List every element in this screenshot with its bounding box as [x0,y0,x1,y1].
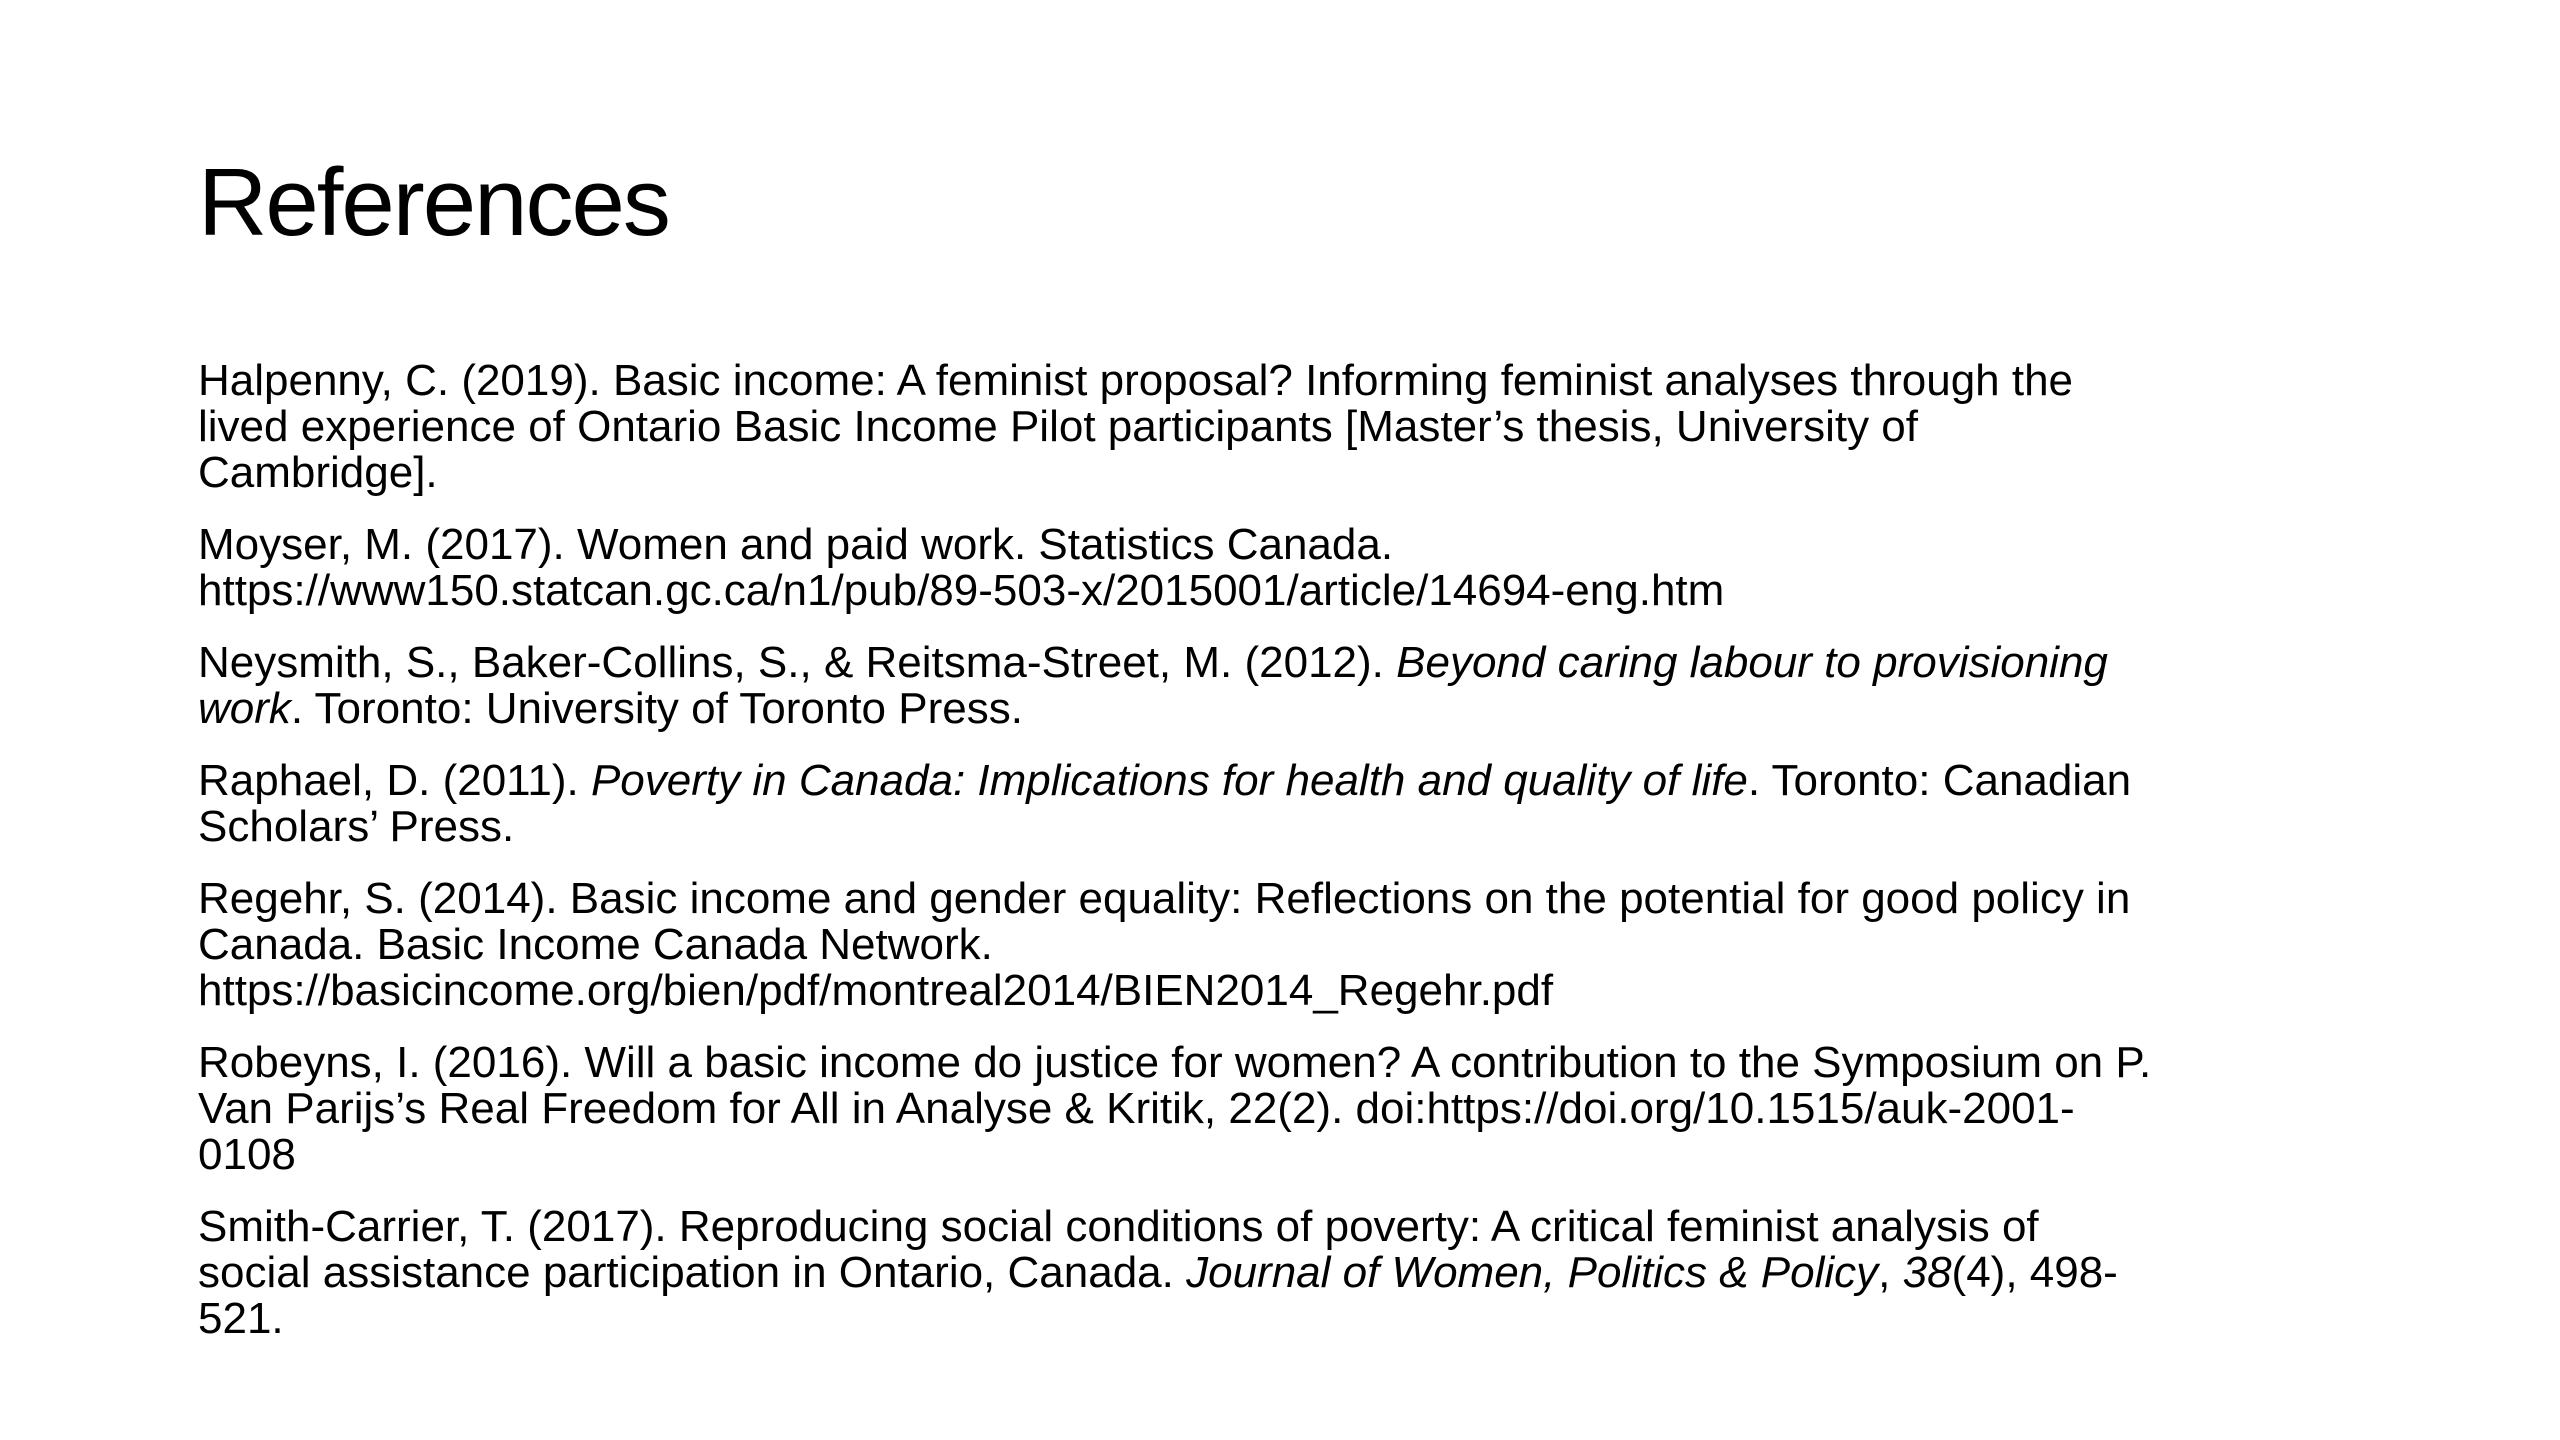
reference-text: social assistance participation in Ontario, Canada. [198,1248,1187,1297]
reference-book-title: Poverty in Canada: Implications for health and quality of life [590,756,1748,805]
reference-book-title: Beyond caring labour to provisioning [1396,638,2108,687]
reference-text: Neysmith, S., Baker-Collins, S., & Reitsma-Street, M. (2012). [198,638,1397,687]
reference-line: Smith-Carrier, T. (2017). Reproducing social conditions of poverty: A critical feminist analysis of [198,1202,2039,1251]
reference-text: . Toronto: Canadian [1747,756,2132,805]
reference-line: Canada. Basic Income Canada Network. [198,920,993,969]
reference-volume: 38 [1902,1248,1952,1297]
reference-line: Robeyns, I. (2016). Will a basic income do justice for women? A contribution to the Symposium on P. [198,1038,2152,1087]
reference-text: . Toronto: University of Toronto Press. [290,684,1023,733]
reference-line: Van Parijs’s Real Freedom for All in Analyse & Kritik, 22(2). doi:https://doi.org/10.1515/auk-2001- [198,1084,2075,1133]
reference-line: 0108 [198,1130,296,1179]
reference-line: Scholars’ Press. [198,802,515,851]
reference-text: , [1878,1248,1903,1297]
reference-item-moyser [198,522,2408,614]
reference-item-halpenny [198,358,2408,496]
reference-book-title: work [198,684,291,733]
reference-item-raphael [198,758,2408,850]
reference-url: https://www150.statcan.gc.ca/n1/pub/89-503-x/2015001/article/14694-eng.htm [198,566,1725,615]
reference-line [198,758,2408,804]
reference-line [198,640,2408,686]
reference-line: Moyser, M. (2017). Women and paid work. Statistics Canada. [198,520,1394,569]
reference-line: lived experience of Ontario Basic Income Pilot participants [Master’s thesis, University of [198,402,1918,451]
reference-item-smith-carrier [198,1204,2408,1342]
reference-line: Regehr, S. (2014). Basic income and gender equality: Reflections on the potential for good policy in [198,874,2131,923]
reference-journal-title: Journal of Women, Politics & Policy [1186,1248,1879,1297]
slide-title: References [198,149,669,256]
reference-line: 521. [198,1294,284,1343]
reference-list [198,358,2408,1368]
reference-url: https://basicincome.org/bien/pdf/montreal2014/BIEN2014_Regehr.pdf [198,966,1554,1015]
reference-item-robeyns [198,1040,2408,1178]
reference-line [198,686,2408,732]
reference-line: Halpenny, C. (2019). Basic income: A feminist proposal? Informing feminist analyses through the [198,356,2074,405]
reference-item-neysmith [198,640,2408,732]
reference-line [198,1250,2408,1296]
reference-text: Raphael, D. (2011). [198,756,591,805]
reference-text: (4), 498- [1951,1248,2118,1297]
reference-item-regehr [198,876,2408,1014]
reference-line: Cambridge]. [198,448,438,497]
